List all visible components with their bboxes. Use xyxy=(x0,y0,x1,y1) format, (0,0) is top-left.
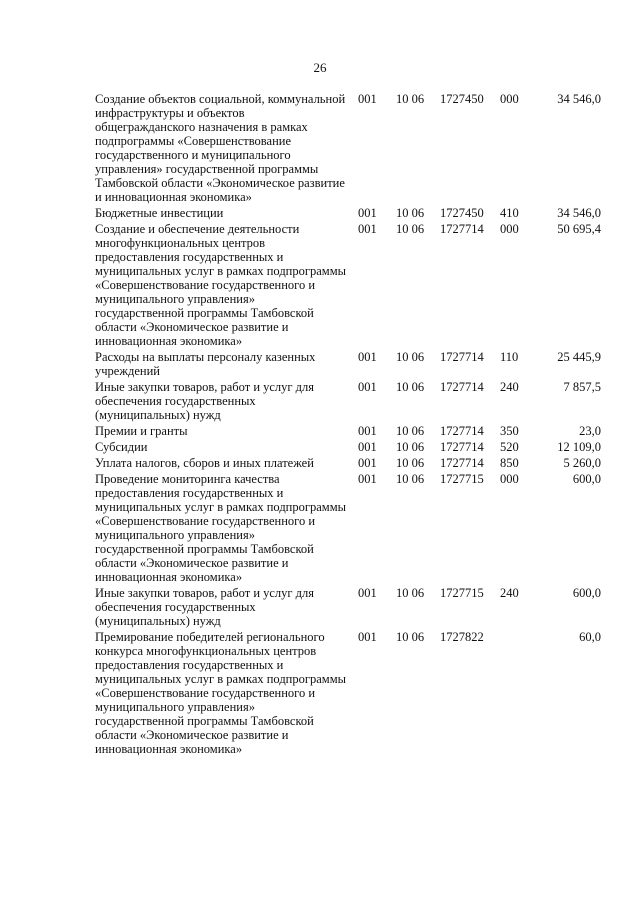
row-amount: 23,0 xyxy=(579,424,601,438)
row-amount: 34 546,0 xyxy=(557,92,601,106)
row-description: Расходы на выплаты персоналу казенных учреждений xyxy=(95,350,316,378)
row-amount: 50 695,4 xyxy=(557,222,601,236)
row-ved: 001 xyxy=(358,586,377,600)
row-description: Иные закупки товаров, работ и услуг для обеспечения государственных (муниципальных) нужд xyxy=(95,380,315,422)
row-amount: 5 260,0 xyxy=(563,456,601,470)
row-target-article: 1727450 xyxy=(440,92,484,106)
row-target-article: 1727714 xyxy=(440,456,484,470)
table-row xyxy=(95,424,615,438)
row-expense-type: 000 xyxy=(500,92,519,106)
budget-table xyxy=(95,92,615,758)
row-section: 10 06 xyxy=(396,222,425,236)
row-description: Премирование победителей регионального конкурса многофункциональных центров предоставления государственных и муниципальных услуг в рамках подпрограммы «Совершенствование государственного и муниципального управления» государственной программы Тамбовской области «Экономическое развитие и инновационная экономика» xyxy=(95,630,347,756)
table-row xyxy=(95,206,615,220)
row-ved: 001 xyxy=(358,350,377,364)
table-row xyxy=(95,440,615,454)
row-amount: 7 857,5 xyxy=(563,380,601,394)
row-target-article: 1727714 xyxy=(440,440,484,454)
row-section: 10 06 xyxy=(396,456,425,470)
row-section: 10 06 xyxy=(396,206,425,220)
row-target-article: 1727714 xyxy=(440,380,484,394)
row-section: 10 06 xyxy=(396,380,425,394)
row-description: Проведение мониторинга качества предоставления государственных и муниципальных услуг в рамках подпрограммы «Совершенствование государственного и муниципального управления» государственной программы Тамбовской области «Экономическое развитие и инновационная экономика» xyxy=(95,472,347,584)
row-expense-type: 850 xyxy=(500,456,519,470)
row-description: Премии и гранты xyxy=(95,424,188,438)
row-section: 10 06 xyxy=(396,440,425,454)
row-section: 10 06 xyxy=(396,350,425,364)
row-section: 10 06 xyxy=(396,586,425,600)
row-amount: 60,0 xyxy=(579,630,601,644)
table-row xyxy=(95,222,615,348)
row-target-article: 1727714 xyxy=(440,222,484,236)
row-expense-type: 000 xyxy=(500,472,519,486)
row-target-article: 1727822 xyxy=(440,630,484,644)
row-expense-type: 520 xyxy=(500,440,519,454)
row-expense-type: 350 xyxy=(500,424,519,438)
row-expense-type: 110 xyxy=(500,350,519,364)
table-row xyxy=(95,630,615,756)
row-target-article: 1727714 xyxy=(440,424,484,438)
row-section: 10 06 xyxy=(396,472,425,486)
table-row xyxy=(95,92,615,204)
row-amount: 12 109,0 xyxy=(557,440,601,454)
row-section: 10 06 xyxy=(396,630,425,644)
row-expense-type: 240 xyxy=(500,586,519,600)
row-description: Создание и обеспечение деятельности многофункциональных центров предоставления государственных и муниципальных услуг в рамках подпрограммы «Совершенствование государственного и муниципального управления» государственной программы Тамбовской области «Экономическое развитие и инновационная экономика» xyxy=(95,222,347,348)
row-description: Субсидии xyxy=(95,440,148,454)
row-ved: 001 xyxy=(358,380,377,394)
row-description: Уплата налогов, сборов и иных платежей xyxy=(95,456,314,470)
page-number: 26 xyxy=(313,60,327,75)
row-description: Иные закупки товаров, работ и услуг для обеспечения государственных (муниципальных) нужд xyxy=(95,586,315,628)
row-ved: 001 xyxy=(358,222,377,236)
row-target-article: 1727715 xyxy=(440,472,484,486)
row-expense-type: 240 xyxy=(500,380,519,394)
row-amount: 34 546,0 xyxy=(557,206,601,220)
row-amount: 600,0 xyxy=(572,472,601,486)
row-ved: 001 xyxy=(358,424,377,438)
row-target-article: 1727450 xyxy=(440,206,484,220)
row-description: Бюджетные инвестиции xyxy=(95,206,224,220)
table-row xyxy=(95,456,615,470)
row-ved: 001 xyxy=(358,472,377,486)
row-section: 10 06 xyxy=(396,92,425,106)
row-expense-type: 000 xyxy=(500,222,519,236)
table-row xyxy=(95,472,615,584)
row-description: Создание объектов социальной, коммунальной инфраструктуры и объектов общегражданского назначения в рамках подпрограммы «Совершенствование государственного и муниципального управления» государственной программы Тамбовской области «Экономическое развитие и инновационная экономика» xyxy=(95,92,346,204)
table-row xyxy=(95,350,615,378)
table-row xyxy=(95,380,615,422)
row-ved: 001 xyxy=(358,630,377,644)
table-row xyxy=(95,586,615,628)
row-ved: 001 xyxy=(358,440,377,454)
row-ved: 001 xyxy=(358,206,377,220)
row-amount: 25 445,9 xyxy=(557,350,601,364)
row-section: 10 06 xyxy=(396,424,425,438)
row-expense-type: 410 xyxy=(500,206,519,220)
row-target-article: 1727715 xyxy=(440,586,484,600)
row-target-article: 1727714 xyxy=(440,350,484,364)
row-amount: 600,0 xyxy=(572,586,601,600)
row-ved: 001 xyxy=(358,456,377,470)
row-ved: 001 xyxy=(358,92,377,106)
